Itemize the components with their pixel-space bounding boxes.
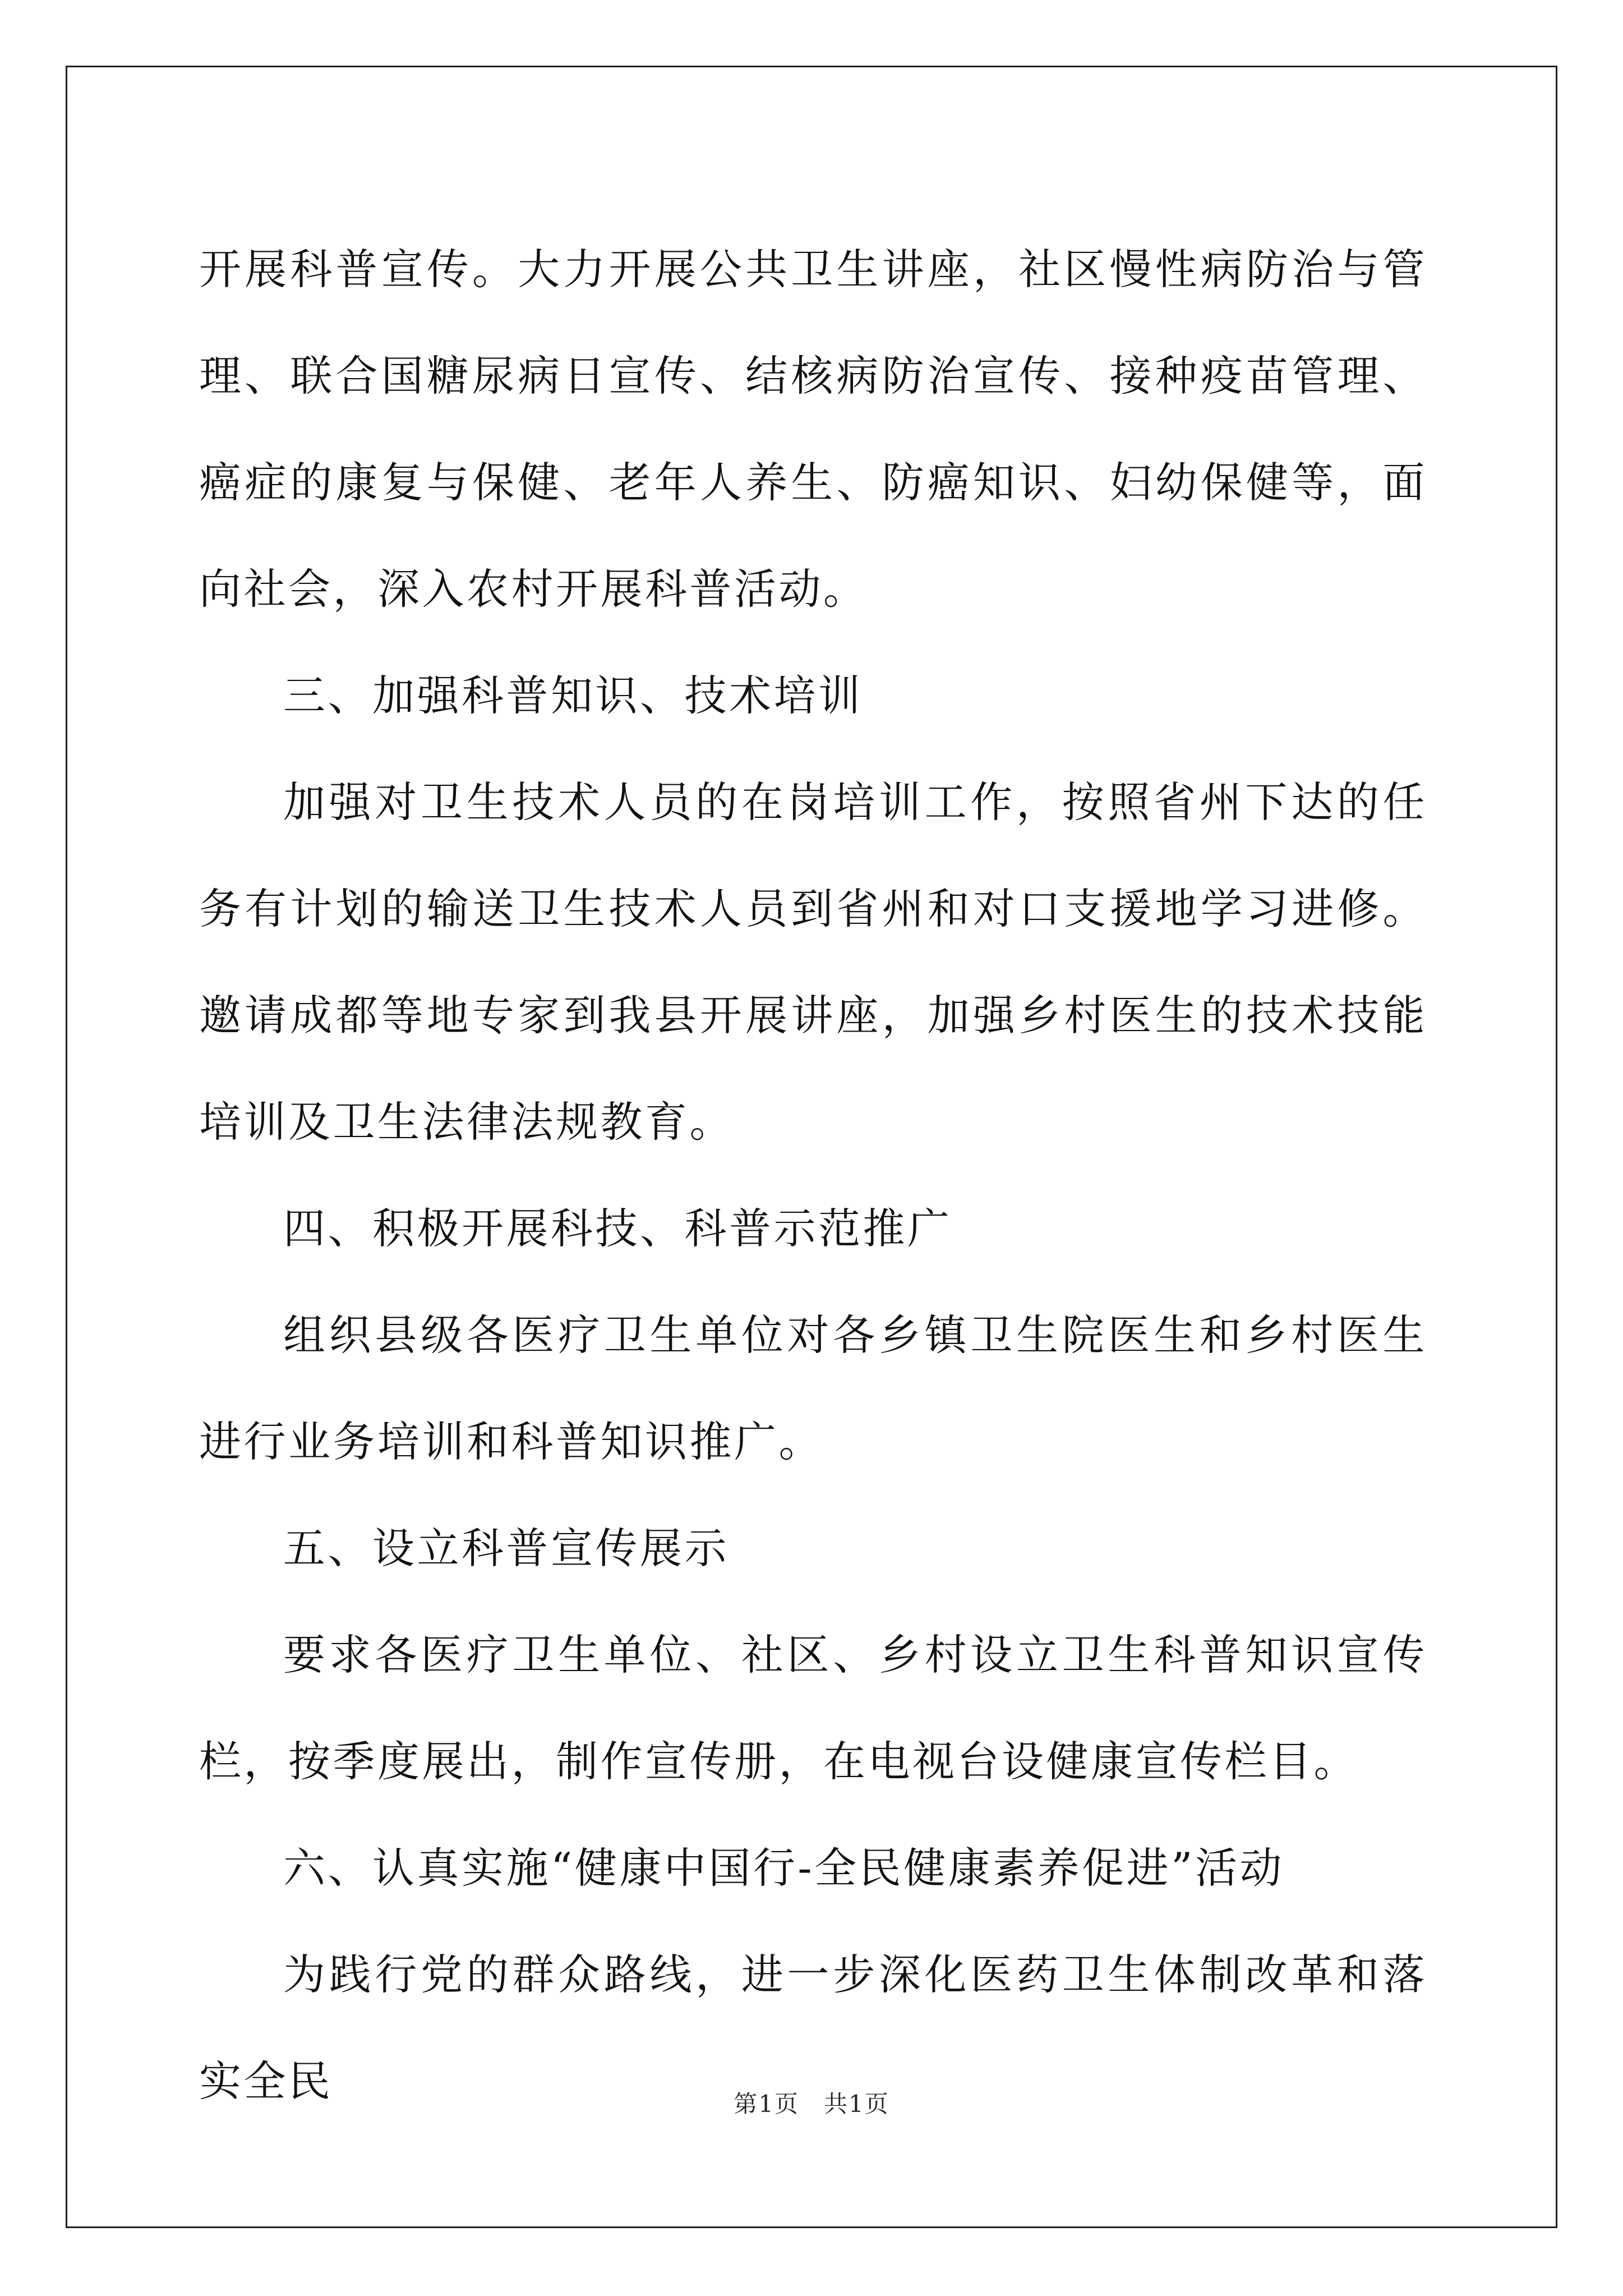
paragraph-4: 要求各医疗卫生单位、社区、乡村设立卫生科普知识宣传栏，按季度展出，制作宣传册，在电视台设健康宣传栏目。 — [199, 1630, 1427, 1786]
section-heading-3: 三、加强科普知识、技术培训 — [283, 671, 863, 720]
paragraph-2: 加强对卫生技术人员的在岗培训工作，按照省州下达的任务有计划的输送卫生技术人员到省州和对口支援地学习进修。邀请成都等地专家到我县开展讲座，加强乡村医生的技术技能培训及卫生法律法规教育。 — [199, 777, 1427, 1147]
paragraph-5: 为践行党的群众路线，进一步深化医药卫生体制改革和落实全民 — [199, 1950, 1427, 2106]
page-number-footer: 第1页 共1页 — [734, 2090, 889, 2118]
section-heading-6: 六、认真实施“健康中国行-全民健康素养促进”活动 — [283, 1843, 1285, 1893]
paragraph-1: 开展科普宣传。大力开展公共卫生讲座，社区慢性病防治与管理、联合国糖尿病日宣传、结核病防治宣传、接种疫苗管理、癌症的康复与保健、老年人养生、防癌知识、妇幼保健等，面向社会，深入农村开展科普活动。 — [199, 245, 1427, 614]
document-body — [199, 216, 1427, 2134]
section-heading-4: 四、积极开展科技、科普示范推广 — [283, 1204, 952, 1253]
section-heading-5: 五、设立科普宣传展示 — [283, 1524, 730, 1573]
paragraph-3: 组织县级各医疗卫生单位对各乡镇卫生院医生和乡村医生进行业务培训和科普知识推广。 — [199, 1310, 1427, 1466]
